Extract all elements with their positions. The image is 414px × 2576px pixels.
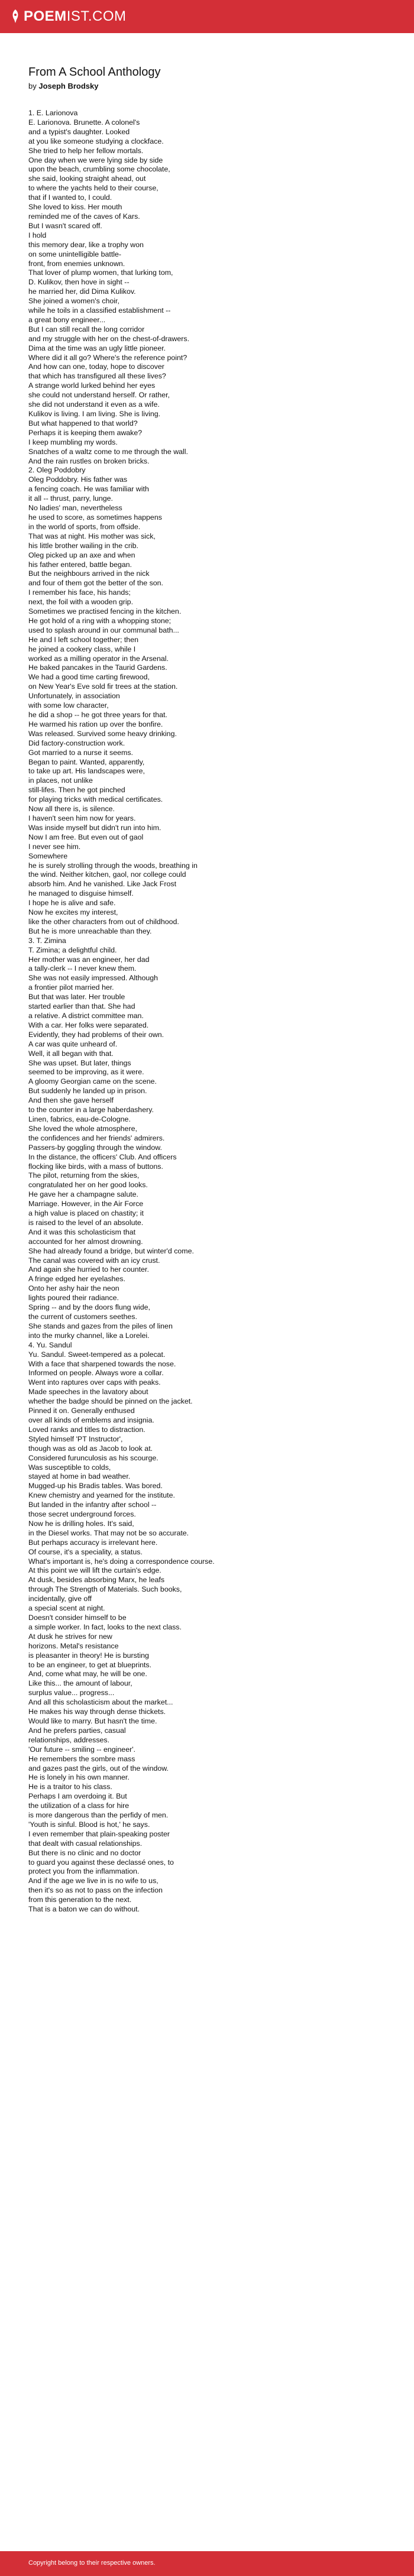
poem-body [28, 109, 389, 1914]
poem-line: But suddenly he landed up in prison. [28, 1087, 147, 1096]
poem-line: And it was this scholasticism that [28, 1227, 136, 1236]
poem-line: Did factory-construction work. [28, 738, 125, 747]
poem-line: that dealt with casual relationships. [28, 1839, 143, 1848]
poem-line: Now he excites my interest, [28, 908, 118, 917]
poem-line: A car was quite unheard of. [28, 1039, 118, 1048]
poem-line: But he is more unreachable than they. [28, 926, 152, 935]
poem-line: this memory dear, like a trophy won [28, 240, 144, 249]
poem-line: And then she gave herself [28, 1096, 114, 1105]
poem-line: I haven't seen him now for years. [28, 814, 136, 822]
poem-line: it all -- thrust, parry, lunge. [28, 494, 113, 503]
poem-line: and gazes past the girls, out of the window. [28, 1764, 169, 1773]
top-bar [0, 0, 414, 33]
poem-line: A strange world lurked behind her eyes [28, 381, 156, 390]
poem-line: the confidences and her friends' admirers. [28, 1133, 165, 1142]
poem-line: Was susceptible to colds, [28, 1463, 111, 1472]
poem-line: Kulikov is living. I am living. She is living. [28, 410, 161, 418]
poem-line: He gave her a champagne salute. [28, 1190, 138, 1199]
poem-line: 'Our future -- smiling -- engineer'. [28, 1745, 136, 1754]
poem-line: But what happened to that world? [28, 419, 138, 427]
poem-line: She joined a women's choir, [28, 297, 119, 306]
poem-line: That lover of plump women, that lurking tom, [28, 268, 173, 277]
poem-line: She tried to help her fellow mortals. [28, 146, 144, 155]
poem-line: at you like someone studying a clockface. [28, 137, 164, 145]
poem-line: I never see him. [28, 842, 81, 851]
poem-line: The pilot, returning from the skies, [28, 1171, 140, 1180]
poem-line: But there is no clinic and no doctor [28, 1848, 141, 1857]
copyright-text: Copyright belong to their respective owners. [28, 2559, 156, 2567]
poem-line: 4. Yu. Sandul [28, 1340, 72, 1349]
poem-line: Dima at the time was an ugly little pioneer. [28, 344, 166, 352]
poem-line: a fencing coach. He was familiar with [28, 485, 149, 494]
poem-line: She loved to kiss. Her mouth [28, 203, 122, 212]
poem-line: started earlier than that. She had [28, 1002, 135, 1011]
poem-line: 1. E. Larionova [28, 109, 78, 117]
poem-line: to take up art. His landscapes were, [28, 767, 145, 776]
poem-line: is pleasanter in theory! He is bursting [28, 1651, 149, 1660]
poem-line: 2. Oleg Poddobry [28, 466, 86, 475]
poem-line: to where the yachts held to their course, [28, 184, 159, 193]
poem-line: though was as old as Jacob to look at. [28, 1444, 153, 1453]
poem-line: the utilization of a class for hire [28, 1801, 130, 1810]
poem-line: Sometimes we practised fencing in the kitchen. [28, 607, 182, 616]
poem-line: But the neighbours arrived in the nick [28, 569, 150, 578]
poem-line: I remember his face, his hands; [28, 588, 131, 597]
poem-line: those secret underground forces. [28, 1510, 136, 1519]
poem-line: Evidently, they had problems of their own. [28, 1030, 164, 1039]
poem-line: used to splash around in our communal bath... [28, 626, 179, 634]
poem-line: 3. T. Zimina [28, 936, 66, 945]
poem-line: He got hold of a ring with a whopping stone; [28, 616, 172, 625]
poem-line: That is a baton we can do without. [28, 1905, 140, 1914]
poem-line: and a typist's daughter. Looked [28, 127, 130, 136]
poem-line: then it's so as not to pass on the infection [28, 1886, 163, 1895]
poem-line: But I wasn't scared off. [28, 221, 102, 230]
poem-line: a great bony engineer... [28, 315, 106, 324]
poem-line: is raised to the level of an absolute. [28, 1218, 144, 1227]
poem-line: and my struggle with her on the chest-of-drawers. [28, 334, 190, 343]
author-prefix: by [28, 82, 39, 90]
poem-line: Snatches of a waltz come to me through the wall. [28, 447, 188, 456]
poem-line: A fringe edged her eyelashes. [28, 1275, 125, 1284]
poem-line: And again she hurried to her counter. [28, 1265, 149, 1274]
poem-line: She loved the whole atmosphere, [28, 1124, 137, 1133]
poem-line: Like this... the amount of labour, [28, 1679, 132, 1688]
poem-line: that if I wanted to, I could. [28, 193, 112, 202]
poem-line: absorb him. And he vanished. Like Jack Frost [28, 880, 177, 889]
poem-line: incidentally, give off [28, 1595, 92, 1603]
poem-line: and four of them got the better of the son. [28, 579, 163, 588]
poem-line: Mugged-up his Bradis tables. Was bored. [28, 1482, 163, 1490]
logo-text-bold: POEM [24, 8, 67, 24]
poem-line: is more dangerous than the perfidy of men. [28, 1811, 169, 1820]
poem-line: flocking like birds, with a mass of buttons. [28, 1162, 163, 1171]
poem-line: through The Strength of Materials. Such books, [28, 1585, 182, 1594]
poem-line: in the Diesel works. That may not be so accurate. [28, 1528, 189, 1537]
poem-line: At dusk he strives for new [28, 1632, 112, 1641]
poem-line: I hold [28, 231, 47, 239]
poem-line: Marriage. However, in the Air Force [28, 1200, 144, 1208]
poem-line: But landed in the infantry after school -- [28, 1501, 157, 1509]
poem-line: he married her, did Dima Kulikov. [28, 287, 136, 296]
poem-line: I keep mumbling my words. [28, 438, 118, 446]
poem-line: She had already found a bridge, but winter'd come. [28, 1246, 194, 1255]
poem-line: Somewhere [28, 851, 68, 860]
poem-line: Linen, fabrics, eau-de-Cologne. [28, 1114, 131, 1123]
poem-line: whether the badge should be pinned on the jacket. [28, 1397, 193, 1406]
poem-line: a frontier pilot married her. [28, 983, 114, 992]
poem-line: she said, looking straight ahead, out [28, 174, 146, 183]
poem-line: She was upset. But later, things [28, 1058, 131, 1067]
poem-line: He and I left school together; then [28, 635, 138, 644]
author-name[interactable]: Joseph Brodsky [38, 82, 99, 90]
poem-line: Knew chemistry and yearned for the institute. [28, 1491, 175, 1500]
poem-line: seemed to be improving, as it were. [28, 1068, 144, 1077]
poem-line: We had a good time carting firewood, [28, 673, 150, 682]
poem-line: Made speeches in the lavatory about [28, 1388, 148, 1396]
poem-line: Doesn't consider himself to be [28, 1613, 127, 1622]
poem-line: Now all there is, is silence. [28, 805, 115, 814]
poem-line: Considered furunculosis as his scourge. [28, 1453, 159, 1462]
poem-line: lights poured their radiance. [28, 1294, 119, 1302]
poem-line: With a car. Her folks were separated. [28, 1020, 149, 1029]
poem-line: Well, it all began with that. [28, 1049, 114, 1058]
poem-line: But that was later. Her trouble [28, 993, 125, 1002]
poem-line: Passers-by goggling through the window. [28, 1143, 162, 1152]
footer-bar [0, 2551, 414, 2576]
logo-text [24, 8, 127, 25]
poem-line: a tally-clerk -- I never knew them. [28, 964, 137, 973]
poem-line: relationships, addresses. [28, 1735, 110, 1744]
poem-line: Was inside myself but didn't run into him. [28, 823, 161, 832]
poem-line: He makes his way through dense thickets. [28, 1707, 166, 1716]
poem-line: Oleg Poddobry. His father was [28, 475, 128, 484]
quill-icon [11, 9, 20, 24]
poem-line: he did a shop -- he got three years for that. [28, 711, 167, 719]
poem-line: that which has transfigured all these lives? [28, 372, 166, 381]
poem-line: a simple worker. In fact, looks to the next class. [28, 1622, 182, 1631]
poem-line: Her mother was an engineer, her dad [28, 955, 150, 964]
poem-line: a high value is placed on chastity; it [28, 1209, 144, 1218]
poem-line: to be an engineer, to get at blueprints. [28, 1660, 152, 1669]
logo-text-light: IST.COM [66, 8, 127, 24]
poem-line: He is lonely in his own manner. [28, 1773, 130, 1782]
site-logo[interactable] [11, 7, 127, 26]
poem-author [28, 82, 389, 91]
poem-line: T. Zimina; a delightful child. [28, 945, 117, 954]
poem-line: But I can still recall the long corridor [28, 325, 145, 333]
poem-line: she did not understand it even as a wife. [28, 400, 160, 409]
poem-line: He is a traitor to his class. [28, 1783, 112, 1791]
poem-line: I even remember that plain-speaking poster [28, 1829, 170, 1838]
poem-line: like the other characters from out of childhood. [28, 917, 179, 926]
poem-line: Unfortunately, in association [28, 692, 120, 701]
poem-line: protect you from the inflammation. [28, 1867, 140, 1876]
poem-line: And all this scholasticism about the market... [28, 1698, 173, 1707]
poem-line: in the world of sports, from offside. [28, 522, 141, 531]
poem-line: his little brother wailing in the crib. [28, 541, 138, 550]
poem-line: Perhaps it is keeping them awake? [28, 428, 143, 437]
poem-line: on New Year's Eve sold fir trees at the station. [28, 682, 178, 691]
poem-line: his father entered, battle began. [28, 560, 132, 569]
poem-line: surplus value... progress... [28, 1689, 115, 1697]
poem-line: Of course, it's a speciality, a status. [28, 1547, 143, 1556]
poem-title: From A School Anthology [28, 66, 161, 79]
poem-line: Where did it all go? Where's the reference point? [28, 353, 187, 362]
poem-line: Pinned it on. Generally enthused [28, 1407, 135, 1415]
poem-line: D. Kulikov, then hove in sight -- [28, 278, 130, 287]
poem-line: Now he is drilling holes. It's said, [28, 1519, 134, 1528]
poem-article [28, 65, 389, 1914]
poem-line: Got married to a nurse it seems. [28, 748, 133, 757]
poem-line: stayed at home in bad weather. [28, 1472, 131, 1481]
poem-line: Went into raptures over caps with peaks. [28, 1378, 161, 1387]
poem-line: Onto her ashy hair the neon [28, 1284, 119, 1293]
poem-line: And if the age we live in is no wife to us, [28, 1877, 159, 1885]
poem-line: No ladies' man, nevertheless [28, 504, 122, 513]
poem-line: the wind. Neither kitchen, gaol, nor college could [28, 870, 186, 879]
poem-line: to the counter in a large haberdashery. [28, 1106, 154, 1114]
poem-line: And, come what may, he will be one. [28, 1670, 147, 1679]
poem-line: And he prefers parties, casual [28, 1726, 126, 1735]
poem-line: the current of customers seethes. [28, 1313, 137, 1321]
poem-line: a special scent at night. [28, 1604, 105, 1613]
poem-line: next, the foil with a wooden grip. [28, 598, 134, 607]
poem-line: 'Youth is sinful. Blood is hot,' he says. [28, 1820, 150, 1829]
poem-line: accounted for her almost drowning. [28, 1237, 143, 1246]
poem-line: he managed to disguise himself. [28, 889, 134, 898]
poem-line: Informed on people. Always wore a collar. [28, 1369, 164, 1378]
poem-line: for playing tricks with medical certificates. [28, 795, 163, 804]
poem-line: He warmed his ration up over the bonfire. [28, 720, 163, 728]
poem-line: I hope he is alive and safe. [28, 899, 116, 908]
poem-line: What's important is, he's doing a correspondence course. [28, 1557, 215, 1566]
poem-line: Perhaps I am overdoing it. But [28, 1792, 127, 1801]
poem-line: Spring -- and by the doors flung wide, [28, 1303, 150, 1312]
poem-line: he joined a cookery class, while I [28, 644, 136, 653]
poem-line: He baked pancakes in the Taurid Gardens. [28, 663, 167, 672]
poem-line: With a face that sharpened towards the nose. [28, 1359, 176, 1368]
poem-line: he used to score, as sometimes happens [28, 513, 162, 521]
poem-line: Would like to marry. But hasn't the time. [28, 1716, 157, 1725]
poem-line: Loved ranks and titles to distraction. [28, 1425, 145, 1434]
poem-line: while he toils in a classified establishment -- [28, 306, 171, 315]
poem-line: Oleg picked up an axe and when [28, 550, 135, 559]
poem-line: in places, not unlike [28, 776, 93, 785]
poem-line: on some unintelligible battle- [28, 250, 122, 258]
poem-line: Was released. Survived some heavy drinking. [28, 729, 177, 738]
poem-line: she could not understand herself. Or rather, [28, 391, 170, 400]
poem-line: with some low character, [28, 701, 109, 710]
poem-line: upon the beach, crumbling some chocolate, [28, 165, 170, 174]
poem-line: One day when we were lying side by side [28, 155, 163, 164]
poem-line: The canal was covered with an icy crust. [28, 1256, 160, 1265]
poem-line: At dusk, besides absorbing Marx, he leafs [28, 1576, 165, 1585]
poem-line: But perhaps accuracy is irrelevant here. [28, 1538, 158, 1547]
poem-line: At this point we will lift the curtain's edge. [28, 1566, 161, 1575]
poem-line: She stands and gazes from the piles of linen [28, 1321, 173, 1330]
poem-line: E. Larionova. Brunette. A colonel's [28, 118, 140, 127]
poem-line: still-lifes. Then he got pinched [28, 786, 125, 795]
poem-line: He remembers the sombre mass [28, 1754, 135, 1763]
poem-line: She was not easily impressed. Although [28, 974, 159, 983]
poem-line: worked as a milling operator in the Arsenal. [28, 654, 169, 663]
poem-line: from this generation to the next. [28, 1895, 132, 1904]
poem-line: And how can one, today, hope to discover [28, 362, 164, 371]
poem-line: congratulated her on her good looks. [28, 1181, 148, 1190]
poem-line: to guard you against these declassé ones, to [28, 1858, 174, 1867]
poem-line: That was at night. His mother was sick, [28, 532, 156, 540]
poem-line: horizons. Metal's resistance [28, 1641, 119, 1650]
poem-line: he is surely strolling through the woods, breathing in [28, 861, 198, 870]
poem-line: Now I am free. But even out of gaol [28, 832, 144, 841]
poem-line: And the rain rustles on broken bricks. [28, 456, 150, 465]
poem-line: A gloomy Georgian came on the scene. [28, 1077, 157, 1086]
poem-line: Yu. Sandul. Sweet-tempered as a polecat. [28, 1350, 166, 1359]
poem-line: over all kinds of emblems and insignia. [28, 1415, 154, 1424]
poem-line: into the murky channel, like a Lorelei. [28, 1331, 150, 1340]
poem-line: In the distance, the officers' Club. And officers [28, 1152, 177, 1161]
poem-line: a relative. A district committee man. [28, 1012, 144, 1020]
poem-line: Styled himself 'PT Instructor', [28, 1434, 123, 1443]
poem-line: front, from enemies unknown. [28, 259, 125, 268]
poem-line: Began to paint. Wanted, apparently, [28, 757, 145, 766]
poem-line: reminded me of the caves of Kars. [28, 212, 140, 221]
